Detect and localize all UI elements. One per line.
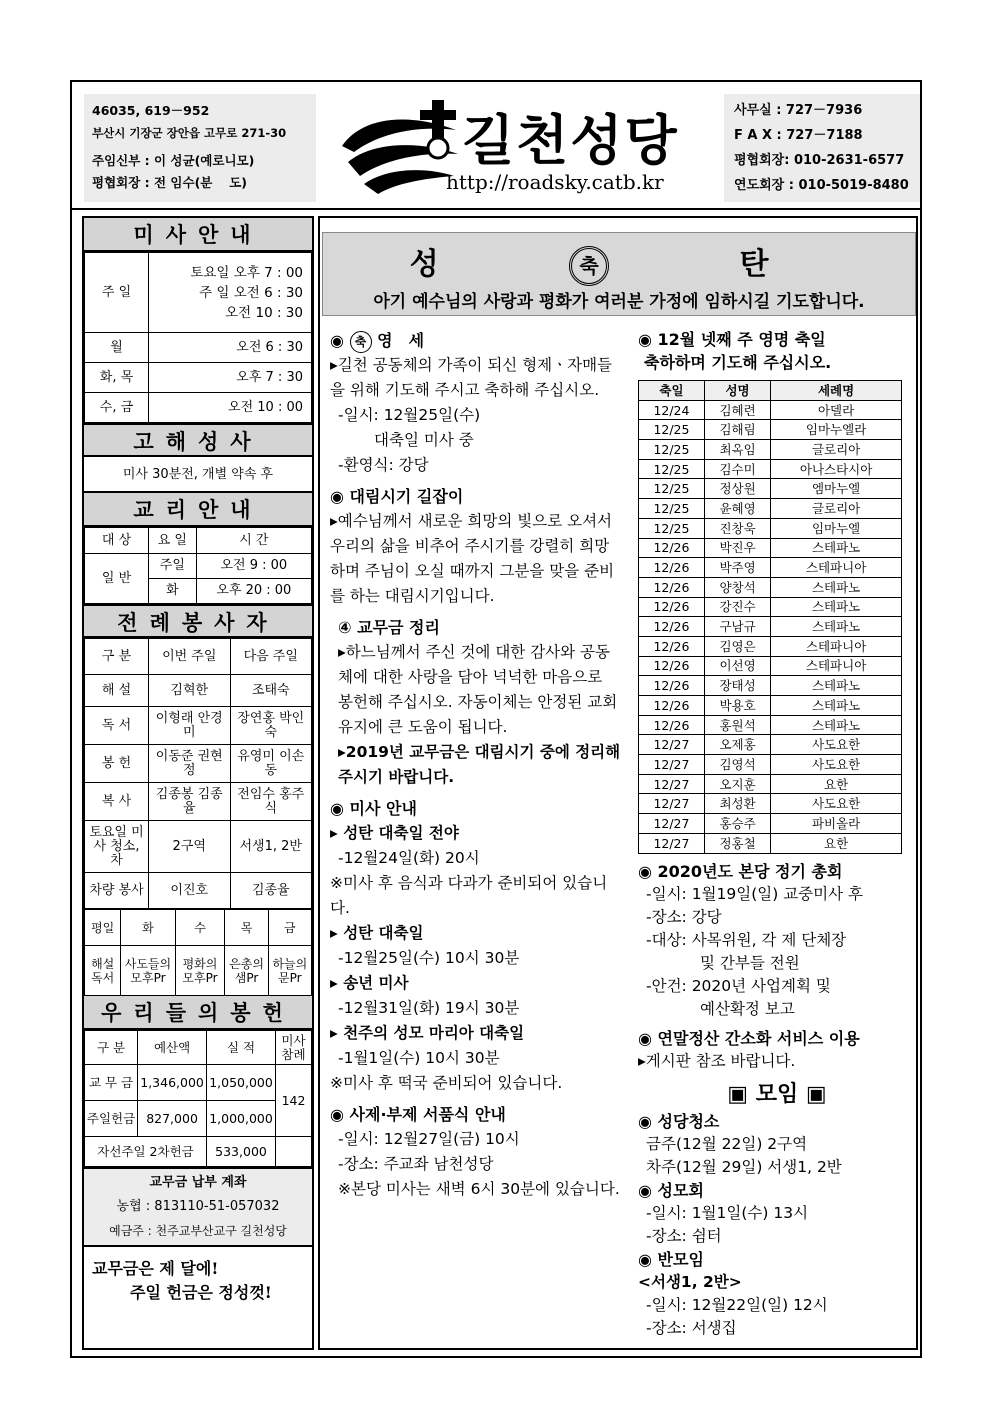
servers-title: 전례봉사자 [84, 604, 312, 638]
feast-saint: 요한 [771, 774, 902, 794]
feast-saint: 사도요한 [771, 735, 902, 755]
feast-date: 12/25 [639, 499, 705, 519]
feast-name: 진창욱 [704, 518, 770, 538]
offering-label: 교 무 금 [85, 1065, 138, 1101]
feast-row [639, 735, 902, 755]
mass-notice-note: ※미사 후 음식과 다과가 준비되어 있습니다. [330, 874, 608, 917]
feast-name: 최옥임 [704, 440, 770, 460]
dues-text: ▸하느님께서 주신 것에 대한 감사와 공동체에 대한 사랑을 담아 넉넉한 마음으로 봉헌해 주십시오. 자동이체는 안정된 교회 유지에 큰 도움이 됩니다. [338, 643, 618, 736]
mass-notice-heading: ◉ 미사 안내 [330, 799, 417, 818]
banner-badge: 축 [569, 246, 609, 286]
catechism-table [84, 527, 312, 604]
bulletin-page [70, 80, 922, 1358]
weekday-value: 사도들의모후Pr [121, 946, 175, 996]
contact-office: 사무실 : 727－7936 [734, 103, 863, 118]
feast-saint: 엠마누엘 [771, 479, 902, 499]
feast-name: 김수미 [704, 459, 770, 479]
mass-notice-time: -12월25일(수) 10시 30분 [338, 949, 520, 967]
general-meeting-heading: ◉ 2020년도 본당 정기 총회 [638, 861, 843, 881]
feast-name: 오제홍 [704, 735, 770, 755]
feast-saint: 스테파니아 [771, 636, 902, 656]
offering-header: 예산액 [138, 1031, 207, 1065]
general-meeting-line: -장소: 강당 [646, 907, 722, 926]
feast-date: 12/26 [639, 538, 705, 558]
feast-date: 12/25 [639, 459, 705, 479]
feast-name: 이선영 [704, 656, 770, 676]
feast-name: 양창석 [704, 577, 770, 597]
feast-row [639, 518, 902, 538]
weekday-value: 하늘의 문Pr [268, 946, 311, 996]
main-column [318, 216, 918, 1350]
server-role: 해 설 [85, 675, 149, 707]
feast-date: 12/25 [639, 420, 705, 440]
second-collection-label: 자선주일 2차헌금 [85, 1137, 207, 1167]
feast-row [639, 636, 902, 656]
catechism-header: 시 간 [196, 528, 311, 554]
ordination-place: -장소: 주교좌 남천성당 [338, 1155, 494, 1173]
server-this: 이진호 [149, 873, 231, 909]
feast-saint: 스테파노 [771, 715, 902, 735]
offering-header: 미사 참례 [276, 1031, 312, 1065]
account-box [84, 1167, 312, 1247]
offering-label: 주일헌금 [85, 1101, 138, 1137]
feast-row [639, 420, 902, 440]
meetings-title: ▣ 모임 ▣ [727, 1081, 827, 1107]
ban-heading: ◉ 반모임 [638, 1249, 704, 1269]
mass-notice-time: -12월24일(화) 20시 [338, 849, 480, 867]
feast-date: 12/26 [639, 597, 705, 617]
weekday-header: 수 [175, 910, 225, 946]
feast-row [639, 440, 902, 460]
feast-date: 12/27 [639, 774, 705, 794]
feast-date: 12/26 [639, 636, 705, 656]
feast-date: 12/25 [639, 440, 705, 460]
cleaning-line: 금주(12월 22일) 2구역 [646, 1134, 808, 1153]
feast-saint: 스테파노 [771, 676, 902, 696]
banner-subtitle: 아기 예수님의 사랑과 평화가 여러분 가정에 임하시길 기도합니다. [373, 292, 865, 312]
christmas-banner [322, 232, 916, 316]
notice-column-a [330, 322, 622, 1202]
mass-notice-time: -1월1일(수) 10시 30분 [338, 1049, 500, 1067]
general-meeting-line: 예산확정 보고 [700, 999, 795, 1018]
catechism-time: 오후 20 : 00 [196, 579, 311, 604]
mass-notice-time: -12월31일(화) 19시 30분 [338, 999, 520, 1017]
general-meeting-line: -대상: 사목위원, 각 제 단체장 [646, 930, 847, 949]
mass-time: 오전 10 : 00 [149, 393, 312, 423]
weekday-value: 은총의 샘Pr [225, 946, 268, 996]
general-meeting-line: -안건: 2020년 사업계획 및 [646, 976, 831, 995]
weekday-header: 평일 [85, 910, 121, 946]
feast-saint: 글로리아 [771, 440, 902, 460]
offering-actual: 1,050,000 [207, 1065, 276, 1101]
feast-saint: 스테파노 [771, 617, 902, 637]
feast-date: 12/27 [639, 755, 705, 775]
feast-saint: 스테파니아 [771, 656, 902, 676]
feast-row [639, 400, 902, 420]
baptism-heading: ◉ 축 영 세 [330, 328, 622, 353]
feast-row [639, 656, 902, 676]
feast-row [639, 755, 902, 775]
feast-name: 홍승주 [704, 814, 770, 834]
server-this: 이형래 안경미 [149, 707, 231, 745]
general-meeting-line: -일시: 1월19일(일) 교중미사 후 [646, 884, 864, 903]
feast-row [639, 479, 902, 499]
catechism-day: 주일 [149, 554, 197, 579]
servers-table [84, 638, 312, 909]
left-column [82, 216, 314, 1350]
mass-title: 미사안내 [84, 218, 312, 252]
banner-title-right: 탄 [739, 247, 829, 282]
weekday-header: 화 [121, 910, 175, 946]
mass-table [84, 252, 312, 423]
baptism-badge: 축 [350, 331, 372, 353]
mass-notice-item: ▸ 천주의 성모 마리아 대축일 [330, 1024, 525, 1042]
mass-day: 화, 목 [85, 363, 149, 393]
attendance: 142 [276, 1065, 312, 1137]
feast-saint: 아델라 [771, 400, 902, 420]
baptism-text: ▸길천 공동체의 가족이 되신 형제ㆍ자매들을 위해 기도해 주시고 축하해 주십시오. [330, 356, 613, 399]
ordination-date: -일시: 12월27일(금) 10시 [338, 1130, 520, 1148]
legion-line: -일시: 1월1일(수) 13시 [646, 1203, 809, 1222]
feast-row [639, 676, 902, 696]
contact-fax: F A X : 727－7188 [734, 128, 863, 143]
mass-time: 오전 6 : 30 [149, 333, 312, 363]
feast-date: 12/27 [639, 814, 705, 834]
feast-row [639, 558, 902, 578]
server-role: 복 사 [85, 783, 149, 821]
mass-time: 오후 7 : 30 [149, 363, 312, 393]
ban-line: -일시: 12월22일(일) 12시 [646, 1295, 828, 1314]
feast-row [639, 833, 902, 853]
server-this: 이동준 권현정 [149, 745, 231, 783]
feast-name: 최성환 [704, 794, 770, 814]
ordination-note: ※본당 미사는 새벽 6시 30분에 있습니다. [338, 1180, 620, 1198]
feast-name: 김혜련 [704, 400, 770, 420]
server-next: 유영미 이손동 [230, 745, 312, 783]
account-bank: 농협 : 813110-51-057032 [116, 1199, 280, 1214]
mass-day: 월 [85, 333, 149, 363]
contact-box [724, 94, 920, 202]
banner-title-left: 성 [409, 247, 499, 282]
server-this: 김혁한 [149, 675, 231, 707]
contact-yeondo: 연도회장 : 010-5019-8480 [734, 178, 909, 193]
feast-name: 박주영 [704, 558, 770, 578]
slogan-line: 교무금은 제 달에! [92, 1259, 219, 1278]
feast-name: 김해림 [704, 420, 770, 440]
feast-row [639, 597, 902, 617]
feast-saint: 요한 [771, 833, 902, 853]
feast-header-row [639, 381, 902, 401]
ban-line: -장소: 서생집 [646, 1318, 737, 1337]
server-role: 차량 봉사 [85, 873, 149, 909]
ordination-heading: ◉ 사제·부제 서품식 안내 [330, 1105, 506, 1124]
feast-saint: 임마누엘 [771, 518, 902, 538]
feast-name: 정상원 [704, 479, 770, 499]
feast-saint: 사도요한 [771, 794, 902, 814]
servers-header: 구 분 [85, 639, 149, 675]
postal-code: 46035, 619－952 [92, 103, 210, 118]
weekday-servers-table [84, 909, 312, 996]
feast-date: 12/26 [639, 715, 705, 735]
feast-date: 12/27 [639, 735, 705, 755]
server-next: 조태숙 [230, 675, 312, 707]
mass-notice-item: ▸ 성탄 대축일 [330, 924, 424, 942]
slogan [84, 1247, 312, 1315]
feast-date: 12/26 [639, 656, 705, 676]
catechism-target: 일 반 [85, 554, 149, 604]
dues-bold: ▸2019년 교무금은 대림시기 중에 정리해 주시기 바랍니다. [338, 743, 621, 786]
ban-sub: <서생1, 2반> [638, 1272, 742, 1291]
church-logo-icon [334, 96, 464, 196]
servers-header: 이번 주일 [149, 639, 231, 675]
catechism-day: 화 [149, 579, 197, 604]
feast-saint: 글로리아 [771, 499, 902, 519]
feast-name: 박진우 [704, 538, 770, 558]
feast-date: 12/25 [639, 518, 705, 538]
server-role: 토요일 미사 청소, 차 [85, 821, 149, 873]
offering-table [84, 1030, 312, 1167]
feast-name: 정홍철 [704, 833, 770, 853]
feast-date: 12/26 [639, 558, 705, 578]
baptism-date2: 대축일 미사 중 [374, 431, 474, 449]
feast-row [639, 814, 902, 834]
feast-date: 12/24 [639, 400, 705, 420]
feast-date: 12/26 [639, 577, 705, 597]
feast-name: 윤혜영 [704, 499, 770, 519]
weekday-header: 금 [268, 910, 311, 946]
feast-name: 김영은 [704, 636, 770, 656]
feast-date: 12/26 [639, 696, 705, 716]
server-role: 봉 헌 [85, 745, 149, 783]
offering-header: 실 적 [207, 1031, 276, 1065]
feast-row [639, 715, 902, 735]
second-collection-value: 533,000 [207, 1137, 276, 1167]
address: 부산시 기장군 장안읍 고무로 271-30 [92, 126, 287, 140]
weekday-value: 평화의 모후Pr [175, 946, 225, 996]
catechism-title: 교리안내 [84, 493, 312, 527]
baptism-place: -환영식: 강당 [338, 456, 429, 474]
mass-time: 주 일 오전 6 : 30 [199, 284, 303, 301]
feast-row [639, 794, 902, 814]
cleaning-line: 차주(12월 29일) 서생1, 2반 [646, 1157, 842, 1176]
mass-notice-item: ▸ 송년 미사 [330, 974, 409, 992]
catechism-time: 오전 9 : 00 [196, 554, 311, 579]
feast-row [639, 774, 902, 794]
feast-saint: 스테파니아 [771, 558, 902, 578]
feast-saint: 스테파노 [771, 597, 902, 617]
general-meeting-line: 및 간부들 전원 [700, 953, 800, 972]
feast-name: 오지훈 [704, 774, 770, 794]
weekday-header: 목 [225, 910, 268, 946]
feast-saint: 아나스타시아 [771, 459, 902, 479]
offering-budget: 827,000 [138, 1101, 207, 1137]
baptism-date: -일시: 12월25일(수) [338, 406, 481, 424]
feast-saint: 스테파노 [771, 538, 902, 558]
feast-name: 박용호 [704, 696, 770, 716]
parish-name: 길천성당 [462, 108, 679, 172]
feast-header: 축일 [639, 381, 705, 401]
advent-heading: ◉ 대림시기 길잡이 [330, 487, 464, 506]
offering-budget: 1,346,000 [138, 1065, 207, 1101]
server-role: 독 서 [85, 707, 149, 745]
feast-name: 장태성 [704, 676, 770, 696]
council-chair: 평협회장 : 전 임수(분 도) [92, 175, 248, 190]
servers-header: 다음 주일 [230, 639, 312, 675]
feast-saint: 임마누엘라 [771, 420, 902, 440]
server-next: 장연홍 박인숙 [230, 707, 312, 745]
offering-header: 구 분 [85, 1031, 138, 1065]
mass-day: 수, 금 [85, 393, 149, 423]
dues-heading: ④ 교무금 정리 [338, 618, 440, 637]
feast-heading: ◉ 12월 넷째 주 영명 축일 [638, 330, 826, 349]
server-next: 전임수 홍주식 [230, 783, 312, 821]
mass-notice-item: ▸ 성탄 대축일 전야 [330, 824, 459, 842]
feast-header: 세례명 [771, 381, 902, 401]
feast-name: 홍원석 [704, 715, 770, 735]
account-title: 교무금 납부 계좌 [149, 1175, 247, 1190]
catechism-header: 요 일 [149, 528, 197, 554]
confession-title: 고해성사 [84, 423, 312, 457]
address-box [84, 94, 316, 202]
feast-row [639, 696, 902, 716]
confession-text: 미사 30분전, 개별 약속 후 [84, 457, 312, 493]
mass-time: 오전 10 : 30 [225, 304, 303, 321]
feast-date: 12/26 [639, 676, 705, 696]
legion-line: -장소: 쉼터 [646, 1226, 722, 1245]
contact-council: 평협회장: 010-2631-6577 [734, 153, 905, 168]
tax-heading: ◉ 연말정산 간소화 서비스 이용 [638, 1028, 860, 1048]
pastor: 주임신부 : 이 성균(예로니모) [92, 153, 255, 168]
feast-name: 구남규 [704, 617, 770, 637]
cleaning-heading: ◉ 성당청소 [638, 1111, 720, 1131]
feast-row [639, 499, 902, 519]
sunday-label: 주 일 [85, 253, 149, 333]
tax-text: ▸게시판 참조 바랍니다. [638, 1051, 796, 1070]
feast-saint: 사도요한 [771, 755, 902, 775]
mass-notice-note: ※미사 후 떡국 준비되어 있습니다. [330, 1074, 563, 1092]
legion-heading: ◉ 성모회 [638, 1180, 704, 1200]
feast-row [639, 538, 902, 558]
catechism-header: 대 상 [85, 528, 149, 554]
feast-saint: 스테파노 [771, 696, 902, 716]
feast-row [639, 577, 902, 597]
feast-date: 12/25 [639, 479, 705, 499]
feast-name: 김영석 [704, 755, 770, 775]
feast-date: 12/27 [639, 833, 705, 853]
feast-subtitle: 축하하며 기도해 주십시오. [644, 353, 832, 372]
feast-saint: 파비올라 [771, 814, 902, 834]
offering-actual: 1,000,000 [207, 1101, 276, 1137]
server-this: 김종봉 김종율 [149, 783, 231, 821]
feast-table [638, 380, 902, 854]
baptism-title: 영 세 [377, 331, 425, 350]
advent-text: ▸예수님께서 새로운 희망의 빛으로 오셔서 우리의 삶을 비추어 주시기를 강렬히 희망하며 주님이 오실 때까지 그분을 맞을 준비를 하는 대림시기입니다. [330, 512, 615, 605]
notice-column-b [638, 322, 916, 1340]
feast-header: 성명 [704, 381, 770, 401]
header [72, 82, 920, 210]
feast-row [639, 459, 902, 479]
feast-saint: 스테파노 [771, 577, 902, 597]
mass-time: 토요일 오후 7 : 00 [190, 264, 303, 281]
feast-name: 강진수 [704, 597, 770, 617]
slogan-line: 주일 헌금은 정성껏! [130, 1283, 272, 1302]
parish-url[interactable]: http://roadsky.catb.kr [446, 170, 664, 194]
account-holder: 예금주 : 천주교부산교구 길천성당 [109, 1224, 287, 1238]
feast-row [639, 617, 902, 637]
server-this: 2구역 [149, 821, 231, 873]
server-next: 김종율 [230, 873, 312, 909]
feast-date: 12/26 [639, 617, 705, 637]
server-next: 서생1, 2반 [230, 821, 312, 873]
parish-logo [334, 94, 714, 202]
weekday-role: 해설 독서 [85, 946, 121, 996]
feast-date: 12/27 [639, 794, 705, 814]
offering-title: 우리들의봉헌 [84, 996, 312, 1030]
